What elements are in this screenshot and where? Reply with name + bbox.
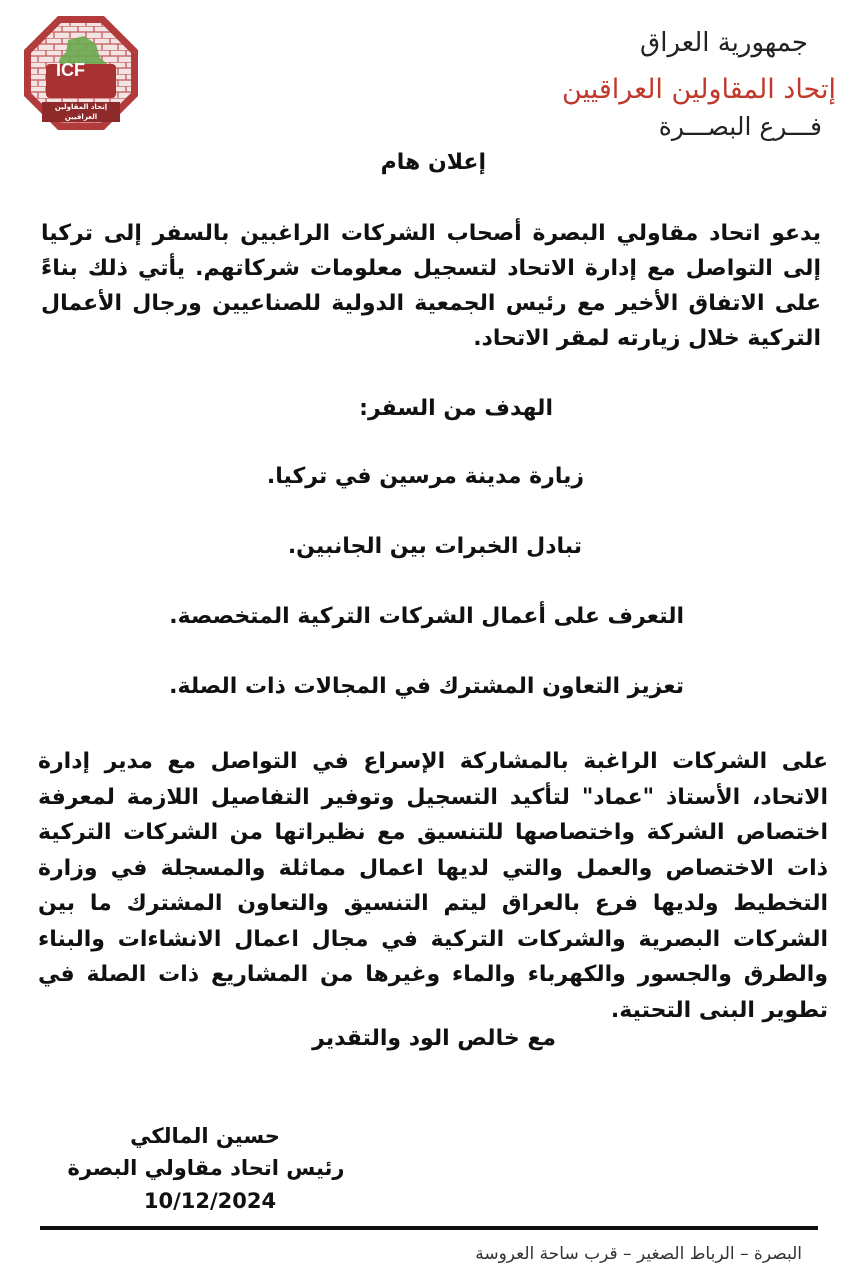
details-paragraph: على الشركات الراغبة بالمشاركة الإسراع في التواصل مع مدير إدارة الاتحاد، الأستاذ "عماد" لتأكيد التسجيل وتوفير التفاصيل اللازمة لمعرفة اختصاص الشركة واختصاصها للتنسيق مع نظيراتها من الشركات التركية ذات الاختصاص والعمل والتي لديها اعمال مماثلة والمسجلة في وزارة التخطيط ولديها فرع بالعراق ليتم التنسيق والتعاون المشترك ما بين الشركات البصرية والشركات التركية في مجال اعمال الانشاءات والبناء والطرق والجسور والكهرباء والماء وغيرها من المشاريع ذات الصلة في تطوير البنى التحتية. — [38, 749, 828, 1023]
signatory-title: رئيس اتحاد مقاولي البصرة — [67, 1156, 345, 1180]
logo-caption: إتحاد المقاولين العراقيين — [42, 102, 120, 122]
signatory-name: حسين المالكي — [130, 1124, 280, 1148]
intro-paragraph: يدعو اتحاد مقاولي البصرة أصحاب الشركات الراغبين بالسفر إلى تركيا إلى التواصل مع إدارة الاتحاد لتسجيل معلومات شركاتهم. يأتي ذلك بناءً على الاتفاق الأخير مع رئيس الجمعية الدولية للصناعيين ورجال الأعمال التركية خلال زيارته لمقر الاتحاد. — [41, 221, 821, 351]
header-country: جمهورية العراق — [640, 28, 808, 58]
goal-item: تبادل الخبرات بين الجانبين. — [287, 534, 582, 559]
footer-address: البصرة – الرباط الصغير – قرب ساحة العروسة — [475, 1244, 802, 1264]
footer-divider — [40, 1226, 818, 1230]
logo-abbr: ICF — [56, 60, 85, 80]
goal-item: التعرف على أعمال الشركات التركية المتخصصة. — [169, 604, 684, 629]
union-logo — [22, 14, 140, 132]
closing-line: مع خالص الود والتقدير — [312, 1026, 556, 1051]
document-date: 10/12/2024 — [143, 1189, 277, 1213]
goal-item: تعزيز التعاون المشترك في المجالات ذات الصلة. — [169, 674, 684, 699]
goal-item: زيارة مدينة مرسين في تركيا. — [266, 464, 584, 489]
announcement-title: إعلان هام — [380, 150, 486, 175]
header-union-name: إتحاد المقاولين العراقيين — [562, 74, 836, 105]
goals-heading: الهدف من السفر: — [359, 396, 553, 421]
header-branch: فـــرع البصـــرة — [658, 112, 822, 141]
